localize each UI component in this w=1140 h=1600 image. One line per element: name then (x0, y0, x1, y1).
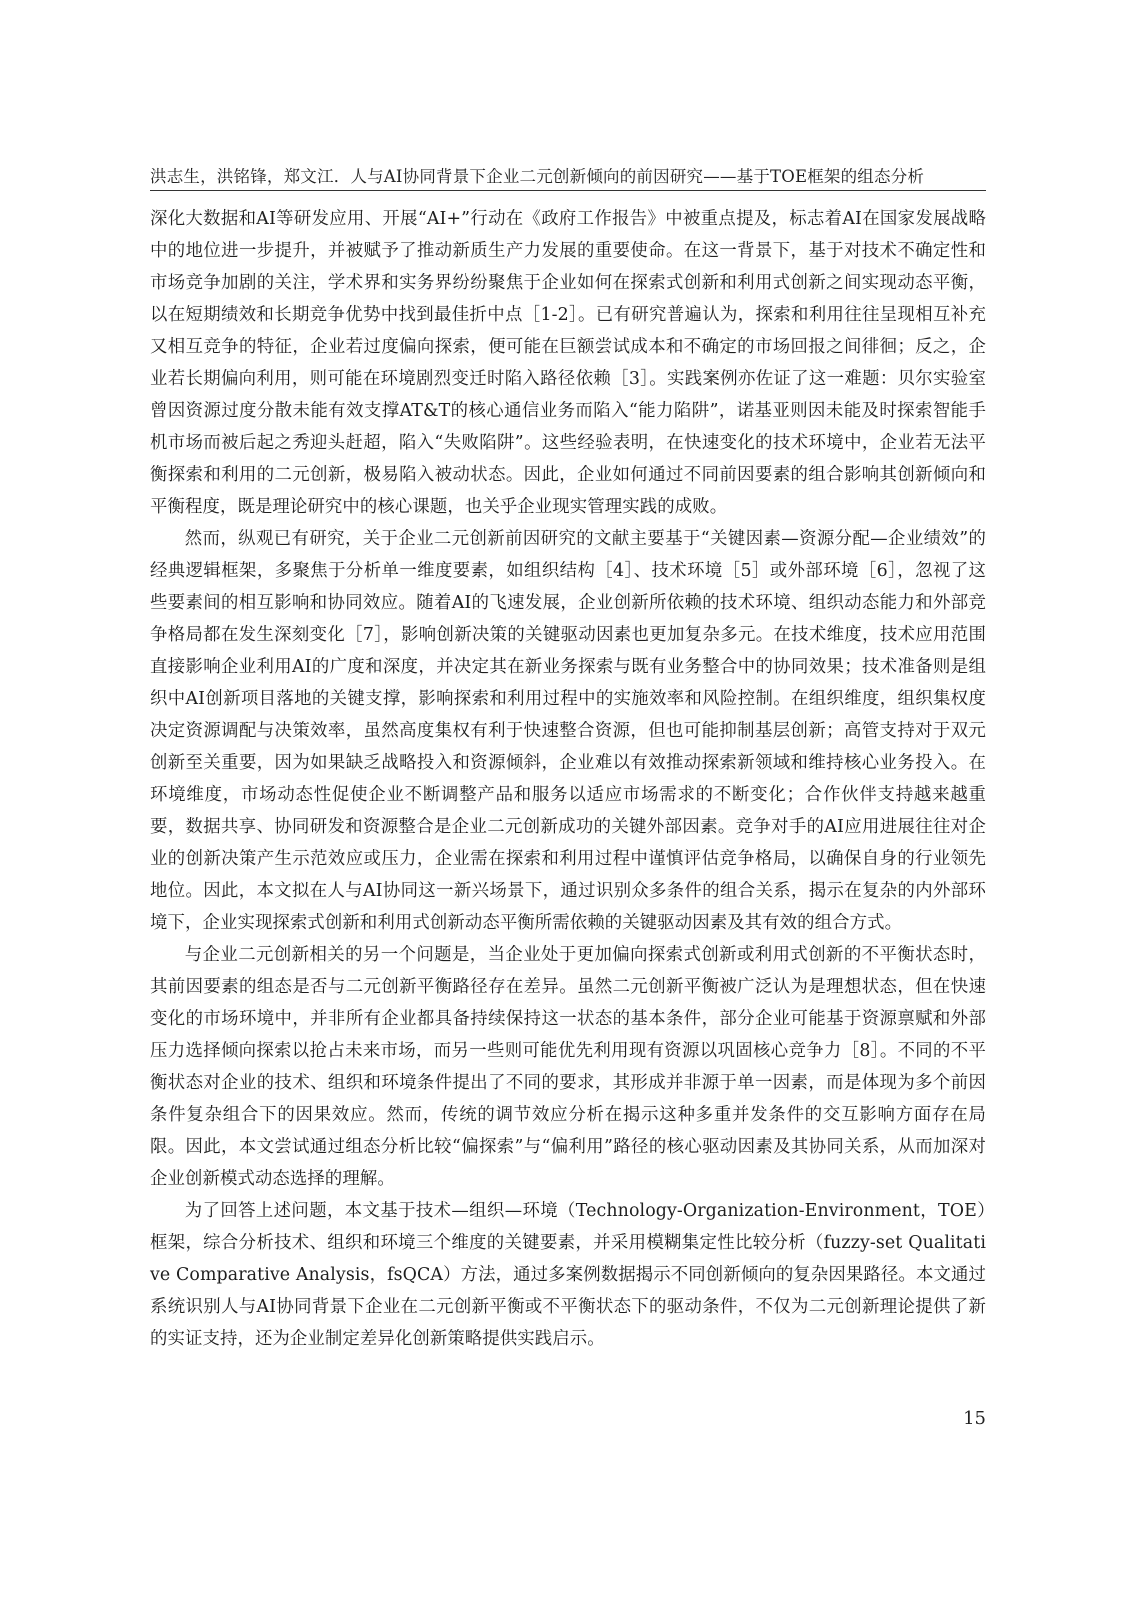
header-rule (150, 190, 986, 191)
paragraph-4: 为了回答上述问题，本文基于技术—组织—环境（Technology-Organization-Environment，TOE）框架，综合分析技术、组织和环境三个维度的关键要素，并采用模糊集定性比较分析（fuzzy-set Qualitative Comparative Analysis，fsQCA）方法，通过多案例数据揭示不同创新倾向的复杂因果路径。本文通过系统识别人与AI协同背景下企业在二元创新平衡或不平衡状态下的驱动条件，不仅为二元创新理论提供了新的实证支持，还为企业制定差异化创新策略提供实践启示。 (150, 1201, 986, 1349)
body-text (150, 203, 986, 1355)
paragraph-1: 深化大数据和AI等研发应用、开展“AI+”行动在《政府工作报告》中被重点提及，标志着AI在国家发展战略中的地位进一步提升，并被赋予了推动新质生产力发展的重要使命。在这一背景下，基于对技术不确定性和市场竞争加剧的关注，学术界和实务界纷纷聚焦于企业如何在探索式创新和利用式创新之间实现动态平衡，以在短期绩效和长期竞争优势中找到最佳折中点［1-2］。已有研究普遍认为，探索和利用往往呈现相互补充又相互竞争的特征，企业若过度偏向探索，便可能在巨额尝试成本和不确定的市场回报之间徘徊；反之，企业若长期偏向利用，则可能在环境剧烈变迁时陷入路径依赖［3］。实践案例亦佐证了这一难题：贝尔实验室曾因资源过度分散未能有效支撑AT&T的核心通信业务而陷入“能力陷阱”，诺基亚则因未能及时探索智能手机市场而被后起之秀迎头赶超，陷入“失败陷阱”。这些经验表明，在快速变化的技术环境中，企业若无法平衡探索和利用的二元创新，极易陷入被动状态。因此，企业如何通过不同前因要素的组合影响其创新倾向和平衡程度，既是理论研究中的核心课题，也关乎企业现实管理实践的成败。 (150, 209, 986, 517)
running-header: 洪志生，洪铭锋，郑文江．人与AI协同背景下企业二元创新倾向的前因研究——基于TOE框架的组态分析 (150, 167, 925, 186)
paragraph-2: 然而，纵观已有研究，关于企业二元创新前因研究的文献主要基于“关键因素—资源分配—企业绩效”的经典逻辑框架，多聚焦于分析单一维度要素，如组织结构［4］、技术环境［5］或外部环境［6］，忽视了这些要素间的相互影响和协同效应。随着AI的飞速发展，企业创新所依赖的技术环境、组织动态能力和外部竞争格局都在发生深刻变化［7］，影响创新决策的关键驱动因素也更加复杂多元。在技术维度，技术应用范围直接影响企业利用AI的广度和深度，并决定其在新业务探索与既有业务整合中的协同效果；技术准备则是组织中AI创新项目落地的关键支撑，影响探索和利用过程中的实施效率和风险控制。在组织维度，组织集权度决定资源调配与决策效率，虽然高度集权有利于快速整合资源，但也可能抑制基层创新；高管支持对于双元创新至关重要，因为如果缺乏战略投入和资源倾斜，企业难以有效推动探索新领域和维持核心业务投入。在环境维度，市场动态性促使企业不断调整产品和服务以适应市场需求的不断变化；合作伙伴支持越来越重要，数据共享、协同研发和资源整合是企业二元创新成功的关键外部因素。竞争对手的AI应用进展往往对企业的创新决策产生示范效应或压力，企业需在探索和利用过程中谨慎评估竞争格局，以确保自身的行业领先地位。因此，本文拟在人与AI协同这一新兴场景下，通过识别众多条件的组合关系，揭示在复杂的内外部环境下，企业实现探索式创新和利用式创新动态平衡所需依赖的关键驱动因素及其有效的组合方式。 (150, 529, 986, 933)
page-number: 15 (963, 1408, 986, 1429)
paragraph-3: 与企业二元创新相关的另一个问题是，当企业处于更加偏向探索式创新或利用式创新的不平衡状态时，其前因要素的组态是否与二元创新平衡路径存在差异。虽然二元创新平衡被广泛认为是理想状态，但在快速变化的市场环境中，并非所有企业都具备持续保持这一状态的基本条件，部分企业可能基于资源禀赋和外部压力选择倾向探索以抢占未来市场，而另一些则可能优先利用现有资源以巩固核心竞争力［8］。不同的不平衡状态对企业的技术、组织和环境条件提出了不同的要求，其形成并非源于单一因素，而是体现为多个前因条件复杂组合下的因果效应。然而，传统的调节效应分析在揭示这种多重并发条件的交互影响方面存在局限。因此，本文尝试通过组态分析比较“偏探索”与“偏利用”路径的核心驱动因素及其协同关系，从而加深对企业创新模式动态选择的理解。 (150, 945, 986, 1189)
